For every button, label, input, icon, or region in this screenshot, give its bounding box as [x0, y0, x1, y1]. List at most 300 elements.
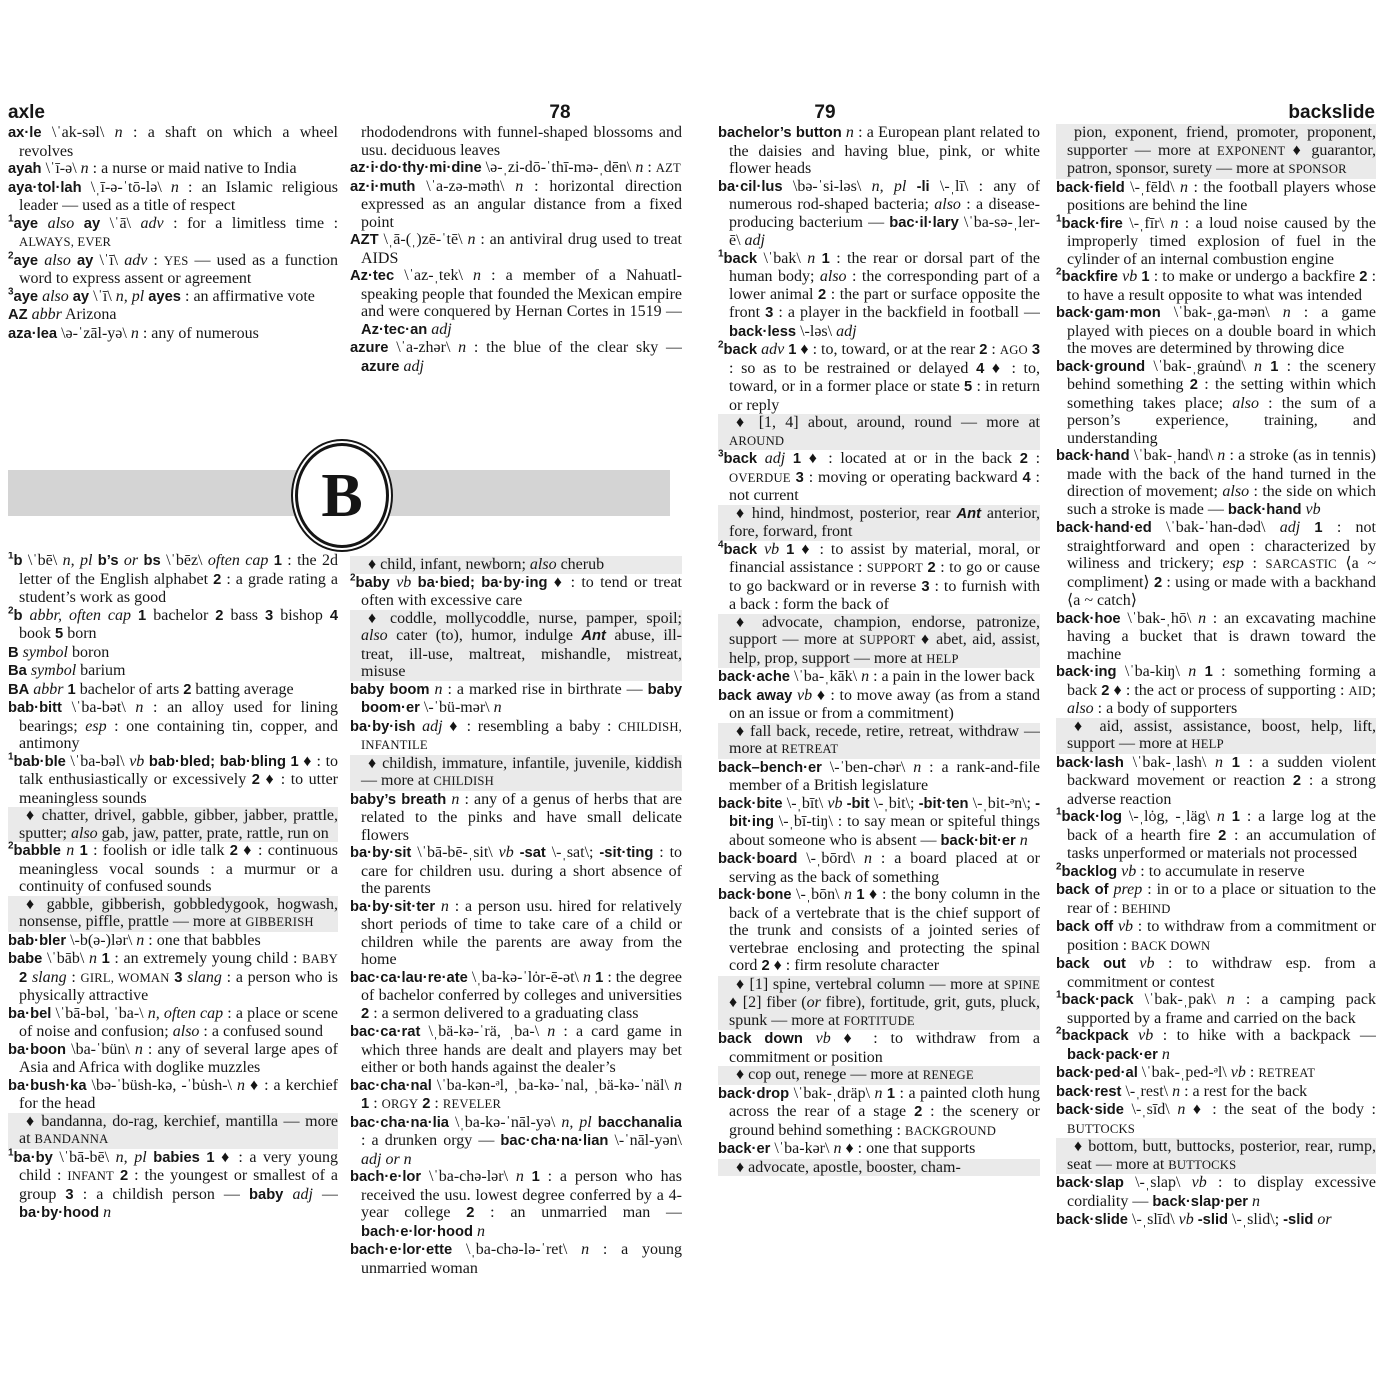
synonym-block: ♦ hind, hindmost, posterior, rear Ant anterior, fore, forward, front	[718, 505, 1040, 541]
dictionary-entry: back·ing \ˈba-kiŋ\ n 1 : something forming a back 2 ♦ : the act or process of supporting : AID; also : a body of supporters	[1056, 663, 1376, 717]
headword-or-bold-text: aya·tol·lah	[8, 179, 82, 196]
label-text: also	[1222, 483, 1250, 500]
headword-or-bold-text: back down	[718, 1031, 803, 1047]
homograph-number: 1	[1056, 989, 1062, 1001]
dictionary-entry: bach·e·lor·ette \ˌba-chə-lə-ˈret\ n : a young unmarried woman	[350, 1241, 682, 1277]
synonym-block: ♦ bandanna, do-rag, kerchief, mantilla — more at BANDANNA	[8, 1113, 338, 1149]
label-text: adj	[403, 357, 424, 375]
label-text: n	[1170, 214, 1179, 232]
headword-or-bold-text: back away	[718, 687, 793, 704]
headword-or-bold-text: backpack	[1061, 1028, 1129, 1044]
cross-reference: GIRL, WOMAN	[80, 970, 170, 985]
label-text: vb	[1121, 862, 1137, 880]
headword-or-bold-text: back	[723, 451, 758, 467]
cross-reference: FORTITUDE	[843, 1013, 915, 1028]
headword-or-bold-text: ba·bush·ka	[8, 1077, 87, 1094]
synonym-block: ♦ [1] spine, vertebral column — more at SPINE ♦ [2] fiber (or fibre), fortitude, grit, guts, pluck, spunk — more at FORTITUDE	[718, 976, 1040, 1031]
headword-or-bold-text: back·ground	[1056, 358, 1146, 375]
dictionary-entry: back·bite \-ˌbīt\ vb -bit \-ˌbit\; -bit·ten \-ˌbit-ᵊn\; -bit·ing \-ˌbī-tiŋ\ : to say mean or spiteful things about someone who is absent — back·bit·er n	[718, 794, 1040, 849]
headword-or-bold-text: ay	[83, 215, 101, 232]
dictionary-entry: ba·by·ish adj ♦ : resembling a baby : CHILDISH, INFANTILE	[350, 717, 682, 752]
headword-or-bold-text: babble	[13, 843, 61, 859]
page-number-left: 78	[549, 102, 571, 123]
headword-or-bold-text: back·hand	[1056, 448, 1130, 464]
homograph-number: 2	[8, 605, 14, 617]
headword-or-bold-text: back out	[1056, 956, 1126, 972]
headword-or-bold-text: AZT	[350, 232, 379, 248]
dictionary-entry: Ba symbol barium	[8, 662, 126, 679]
cross-reference: AID	[1348, 683, 1372, 698]
cross-reference: REVELER	[442, 1097, 502, 1111]
label-text: n	[66, 842, 75, 859]
dictionary-entry: $^1$back·log \-ˌlȯg, -ˌläg\ n 1 : a large log at the back of a hearth fire 2 : an accumulation of tasks unperformed or materials not processed	[1056, 806, 1376, 862]
headword-or-bold-text: Az·tec·an	[361, 321, 428, 338]
label-text: n	[843, 886, 852, 903]
headword-or-bold-text: b	[13, 607, 23, 624]
headword-or-bold-text: 3	[765, 305, 774, 321]
dictionary-entry: aza·lea \ə-ˈzāl-yə\ n : any of numerous	[8, 324, 259, 342]
homograph-number: 1	[1056, 806, 1062, 818]
cross-reference: INFANT	[67, 1169, 114, 1183]
label-text: n	[874, 1084, 883, 1102]
label-text: also	[361, 627, 388, 644]
cross-reference: SPONSOR	[1288, 162, 1347, 176]
headword-or-bold-text: -bit	[846, 795, 870, 812]
dictionary-entry: $^2$back adv 1 ♦ : to, toward, or at the rear 2 : AGO 3 : so as to be restrained or delayed 4 ♦ : to, toward, or in a former place or state 5 : in return or reply	[718, 339, 1040, 414]
label-text: n	[134, 1040, 143, 1058]
dictionary-entry: bac·ca·rat \ˌbä-kə-ˈrä, ˌba-\ n : a card game in which three hands are dealt and players may bet either or both hands against the dealer’s	[350, 1023, 682, 1076]
homograph-number: 2	[8, 250, 14, 262]
synonym-block: ♦ advocate, apostle, booster, cham-	[718, 1159, 1040, 1177]
dictionary-entry: ba·by·sit \ˈbā-bē-ˌsit\ vb -sat \-ˌsat\; -sit·ting : to care for children usu. during a short absence of the parents	[350, 844, 682, 897]
homograph-number: 4	[718, 539, 724, 551]
cross-reference: BUTTOCKS	[1168, 1157, 1237, 1172]
headword-or-bold-text: 2	[1218, 827, 1227, 844]
label-text: n	[861, 668, 870, 685]
cross-reference: AROUND	[729, 433, 785, 448]
label-text: n	[136, 931, 145, 949]
headword-or-bold-text: bab·ble	[13, 753, 66, 770]
headword-or-bold-text: -slid	[1283, 1212, 1314, 1228]
label-text: n, pl	[115, 287, 145, 305]
headword-or-bold-text: back·bone	[718, 887, 792, 903]
label-text: n	[467, 231, 476, 248]
headword-or-bold-text: 1	[290, 753, 299, 770]
headword-or-bold-text: 5	[55, 626, 64, 642]
dictionary-entry: azure \ˈa-zhər\ n : the blue of the clear sky — azure adj	[350, 339, 682, 375]
homograph-number: 1	[8, 552, 14, 562]
dictionary-entry: ax·le \ˈak-səl\ n : a shaft on which a wheel revolves	[8, 124, 338, 160]
label-text: adj	[836, 322, 857, 340]
dictionary-entry: back–bench·er \-ˈben-chər\ n : a rank-and-file member of a British legislature	[718, 758, 1040, 794]
headword-or-bold-text: Az·tec	[350, 268, 395, 284]
label-text: adj	[431, 320, 452, 338]
headword-or-bold-text: AZ	[8, 307, 28, 323]
headword-or-bold-text: 4	[976, 360, 985, 377]
headword-or-bold-text: 2	[927, 560, 936, 576]
label-text: n	[434, 680, 443, 698]
synonym-block: pion, exponent, friend, promoter, proponent, supporter — more at EXPONENT ♦ guarantor, patron, sponsor, surety — more at SPONSOR	[1056, 124, 1376, 179]
headword-or-bold-text: 2	[213, 571, 222, 588]
headword-or-bold-text: back·less	[729, 323, 797, 340]
label-text: also	[1067, 700, 1094, 717]
label-text: abbr	[31, 306, 62, 323]
dictionary-entry: $^2$babble n 1 : foolish or idle talk 2 ♦ : continuous meaningless vocal sounds : a murmur or a continuity of confused sounds	[8, 840, 338, 895]
label-text: also	[42, 287, 69, 305]
headword-or-bold-text: back off	[1056, 919, 1114, 935]
headword-or-bold-text: back·ped·al	[1056, 1065, 1138, 1081]
label-text: adv	[140, 214, 164, 232]
headword-or-bold-text: 2	[361, 1005, 370, 1022]
synonym-block: ♦ coddle, mollycoddle, nurse, pamper, spoil; also cater (to), humor, indulge Ant abuse, ill-treat, ill-use, maltreat, mishandle, mistreat, misuse	[350, 610, 682, 681]
headword-or-bold-text: baby boom	[350, 681, 430, 698]
dictionary-entry: $^2$backpack vb : to hike with a backpack — back·pack·er n	[1056, 1025, 1376, 1063]
label-text: also	[934, 196, 961, 213]
headword-or-bold-text: baby	[249, 1186, 284, 1203]
label-text: vb	[764, 540, 780, 558]
label-text: n	[236, 1076, 245, 1094]
headword-or-bold-text: bach·e·lor	[350, 1169, 422, 1185]
headword-or-bold-text: Ba	[8, 663, 27, 679]
headword-or-bold-text: bach·e·lor·hood	[361, 1223, 474, 1240]
dictionary-entry: AZ abbr Arizona	[8, 306, 117, 323]
headword-or-bold-text: 2	[1101, 682, 1110, 699]
synonym-block: ♦ [1, 4] about, around, round — more at AROUND	[718, 414, 1040, 450]
dictionary-entry: back·ground \ˈbak-ˌgrau̇nd\ n 1 : the scenery behind something 2 : the setting within which something takes place; also : the sum of a person’s experience, training, and understanding	[1056, 357, 1376, 447]
cross-reference: SARCASTIC	[1265, 557, 1337, 571]
headword-or-bold-text: back–bench·er	[718, 759, 822, 776]
label-text: n, often cap	[147, 1004, 224, 1022]
headword-or-bold-text: ay	[72, 288, 90, 305]
homograph-number: 2	[8, 840, 14, 852]
label-text: abbr, often cap	[29, 606, 132, 624]
label-text: vb	[815, 1030, 831, 1047]
headword-or-bold-text: back	[723, 250, 758, 267]
label-text: vb	[1138, 1027, 1154, 1044]
right-page-column-1	[718, 124, 1040, 1300]
label-text: n	[473, 267, 482, 284]
cross-reference: BEHIND	[1121, 901, 1171, 916]
running-head-left: axle	[8, 102, 45, 123]
dictionary-entry: $^1$back·pack \ˈbak-ˌpak\ n : a camping pack supported by a frame and carried on the back	[1056, 989, 1376, 1027]
headword-or-bold-text: back·log	[1061, 809, 1123, 825]
headword-or-bold-text: bab·bled; bab·bling	[148, 753, 286, 770]
dictionary-entry: back·ped·al \ˈbak-ˌped-ᵊl\ vb : RETREAT	[1056, 1064, 1316, 1081]
label-text: n	[674, 1076, 682, 1094]
headword-or-bold-text: back·gam·mon	[1056, 305, 1161, 321]
headword-or-bold-text: ba·boon	[8, 1041, 67, 1058]
headword-or-bold-text: 2	[19, 969, 28, 986]
headword-or-bold-text: back·ing	[1056, 664, 1117, 680]
dictionary-entry: bac·cha·nal \ˈba-kən-ᵊl, ˌba-kə-ˈnal, ˌbä-kə-ˈnäl\ n 1 : ORGY 2 : REVELER	[350, 1076, 682, 1112]
synonym-block: ♦ child, infant, newborn; also cherub	[350, 556, 682, 574]
label-text: n	[440, 897, 449, 915]
dictionary-entry: back·slap \-ˌslap\ vb : to display excessive cordiality — back·slap·per n	[1056, 1174, 1376, 1210]
headword-or-bold-text: -li	[916, 178, 930, 195]
headword-or-bold-text: back·pack·er	[1067, 1046, 1158, 1063]
cross-reference: BANDANNA	[34, 1132, 109, 1146]
cross-reference: BABY	[302, 952, 338, 966]
headword-or-bold-text: back·lash	[1056, 754, 1124, 771]
headword-or-bold-text: ba·by·sit·ter	[350, 898, 436, 915]
headword-or-bold-text: 1	[821, 250, 830, 267]
homograph-number: 1	[8, 1147, 14, 1159]
headword-or-bold-text: back·ache	[718, 669, 790, 685]
label-text: also	[529, 556, 557, 573]
dictionary-entry: back·bone \-ˌbōn\ n 1 ♦ : the bony column in the back of a vertebrate that is the chief support of the trunk and consists of a jointed series of vertebrae enclosing and protecting the spinal cord 2 ♦ : firm resolute character	[718, 886, 1040, 974]
cross-reference: BACK DOWN	[1131, 938, 1211, 953]
label-text: abbr	[33, 680, 64, 698]
label-text: Ant	[956, 505, 982, 522]
dictionary-entry: bac·ca·lau·re·ate \ˌba-kə-ˈlȯr-ē-ət\ n 1 : the degree of bachelor conferred by colleges and universities 2 : a sermon delivered to a graduating class	[350, 968, 682, 1022]
headword-or-bold-text: az·i·muth	[350, 178, 416, 195]
headword-or-bold-text: azure	[350, 340, 389, 356]
dictionary-entry: back·field \-ˌfēld\ n : the football players whose positions are behind the line	[1056, 178, 1376, 214]
headword-or-bold-text: back·board	[718, 851, 798, 867]
headword-or-bold-text: bac·cha·na·lian	[500, 1133, 609, 1149]
homograph-number: 1	[718, 248, 724, 260]
label-text: n	[1019, 831, 1028, 849]
dictionary-entry: $^1$ba·by \ˈbā-bē\ n, pl babies 1 ♦ : a very young child : INFANT 2 : the youngest or smallest of a group 3 : a childish person — baby adj — ba·by·hood n	[8, 1147, 338, 1221]
dictionary-entry: back out vb : to withdraw esp. from a commitment or contest	[1056, 955, 1376, 991]
cross-reference: HELP	[1191, 737, 1224, 751]
headword-or-bold-text: ay	[76, 252, 94, 269]
headword-or-bold-text: 1	[1314, 520, 1323, 536]
homograph-number: 2	[718, 339, 724, 351]
headword-or-bold-text: 1	[786, 541, 795, 558]
dictionary-entry: $^3$aye also ay \ˈī\ n, pl ayes : an affirmative vote	[8, 286, 315, 305]
dictionary-entry: back down vb ♦ : to withdraw from a commitment or position	[718, 1030, 1040, 1066]
synonym-block: ♦ gabble, gibberish, gobbledygook, hogwash, nonsense, piffle, prattle — more at GIBBERISH	[8, 896, 338, 932]
dictionary-entry: back off vb : to withdraw from a commitment or position : BACK DOWN	[1056, 918, 1376, 954]
dictionary-entry: $^1$bab·ble \ˈba-bəl\ vb bab·bled; bab·bling 1 ♦ : to talk enthusiastically or excessively 2 ♦ : to utter meaningless sounds	[8, 751, 338, 807]
dictionary-entry: ba·boon \ba-ˈbün\ n : any of several large apes of Asia and Africa with doglike muzzles	[8, 1040, 338, 1076]
headword-or-bold-text: 3	[265, 607, 274, 624]
label-text: n	[88, 950, 97, 967]
headword-or-bold-text: 2	[914, 1104, 923, 1120]
cross-reference: CHILDISH	[433, 774, 494, 788]
label-text: n	[581, 1241, 590, 1258]
headword-or-bold-text: 1	[206, 1149, 215, 1166]
label-text: or	[806, 994, 821, 1011]
cross-reference: ALWAYS, EVER	[19, 235, 112, 249]
label-text: n	[1215, 753, 1224, 771]
headword-or-bold-text: 1	[792, 451, 802, 467]
dictionary-entry: B symbol boron	[8, 643, 110, 661]
headword-or-bold-text: baby boom·er	[361, 681, 682, 716]
dictionary-entry: back·rest \-ˌrest\ n : a rest for the back	[1056, 1082, 1308, 1100]
headword-or-bold-text: bs	[143, 553, 161, 569]
headword-or-bold-text: ba·bel	[8, 1005, 52, 1022]
headword-or-bold-text: az·i·do·thy·mi·dine	[350, 160, 482, 176]
page-number-right: 79	[814, 102, 836, 123]
headword-or-bold-text: bac·cha·na·lia	[350, 1114, 449, 1131]
dictionary-entry: $^1$b \ˈbē\ n, pl b’s or bs \ˈbēz\ often cap 1 : the 2d letter of the English alphabet 2 : a grade rating a student’s work as good	[8, 552, 338, 606]
headword-or-bold-text: 4	[1022, 469, 1031, 486]
headword-or-bold-text: 2	[1153, 574, 1163, 591]
headword-or-bold-text: 1	[1270, 358, 1279, 375]
headword-or-bold-text: 1	[1231, 754, 1240, 771]
dictionary-entry: $^4$back vb 1 ♦ : to assist by material, moral, or financial assistance : SUPPORT 2 : to go or cause to go backward or in reverse 3 : to furnish with a back : form the back of	[718, 539, 1040, 613]
dictionary-entry: bac·cha·na·lia \ˌba-kə-ˈnāl-yə\ n, pl bacchanalia : a drunken orgy — bac·cha·na·lian \-ˈnāl-yən\ adj or n	[350, 1113, 682, 1168]
section-letter-badge	[295, 443, 389, 548]
headword-or-bold-text: baby’s breath	[350, 791, 447, 808]
headword-or-bold-text: 2	[229, 843, 238, 859]
homograph-number: 1	[8, 751, 14, 763]
headword-or-bold-text: babe	[8, 951, 43, 967]
headword-or-bold-text: 2	[1359, 269, 1368, 285]
label-text: n, pl	[561, 1113, 592, 1131]
label-text: n	[515, 1168, 524, 1185]
label-text: or	[1317, 1211, 1332, 1228]
label-text: vb	[498, 844, 514, 861]
dictionary-entry: aya·tol·lah \ˌī-ə-ˈtō-lə\ n : an Islamic religious leader — used as a title of respect	[8, 178, 338, 214]
label-text: n	[1180, 178, 1189, 196]
cross-reference: CHILDISH, INFANTILE	[361, 719, 682, 752]
cross-reference: SUPPORT	[859, 633, 916, 647]
dictionary-entry: ayah \ˈī-ə\ n : a nurse or maid native to India	[8, 160, 297, 177]
label-text: slang	[31, 968, 67, 986]
label-text: adj	[1279, 519, 1301, 536]
left-page-column-2-top	[350, 124, 682, 462]
synonym-block: ♦ cop out, renege — more at RENEGE	[718, 1066, 1040, 1085]
dictionary-entry: az·i·do·thy·mi·dine \ə-ˌzi-dō-ˈthī-mə-ˌdēn\ n : AZT	[350, 159, 681, 176]
headword-or-bold-text: back·bite	[718, 795, 783, 812]
dictionary-entry: back away vb ♦ : to move away (as from a stand on an issue or from a commitment)	[718, 686, 1040, 722]
label-text: vb	[1191, 1174, 1207, 1191]
headword-or-bold-text: back·side	[1056, 1102, 1124, 1118]
headword-or-bold-text: back·slap·per	[1152, 1193, 1249, 1210]
synonym-block: ♦ chatter, drivel, gabble, gibber, jabber, prattle, sputter; also gab, jaw, patter, prate, rattle, run on	[8, 807, 338, 842]
label-text: n	[833, 1140, 842, 1157]
label-text: also	[44, 251, 71, 269]
label-text: n	[1226, 991, 1235, 1008]
dictionary-entry: $^1$back·fire \-ˌfīr\ n : a loud noise caused by the improperly timed explosion of fuel in the cylinder of an internal combustion engine	[1056, 213, 1376, 268]
headword-or-bold-text: azure	[361, 358, 400, 375]
headword-or-bold-text: bac·cha·nal	[350, 1077, 432, 1094]
dictionary-entry: ba·bush·ka \bə-ˈbüsh-kə, -ˈbu̇sh-\ n ♦ : a kerchief for the head	[8, 1076, 338, 1112]
headword-or-bold-text: 2	[215, 607, 224, 624]
headword-or-bold-text: -sat	[519, 845, 546, 861]
homograph-number: 2	[1056, 861, 1062, 873]
cross-reference: OVERDUE	[729, 470, 791, 485]
synonym-block: ♦ advocate, champion, endorse, patronize, support — more at SUPPORT ♦ abet, aid, assist, help, prop, support — more at HELP	[718, 614, 1040, 669]
label-text: also	[172, 1023, 200, 1040]
headword-or-bold-text: 1	[361, 1096, 370, 1112]
headword-or-bold-text: 4	[329, 607, 338, 624]
label-text: symbol	[30, 662, 77, 679]
headword-or-bold-text: 2	[1292, 773, 1302, 789]
headword-or-bold-text: 2	[119, 1168, 129, 1184]
headword-or-bold-text: -bit·ten	[918, 795, 969, 812]
dictionary-entry: baby’s breath n : any of a genus of herbs that are related to the pinks and have small delicate flowers	[350, 790, 682, 844]
dictionary-entry: bab·bitt \ˈba-bət\ n : an alloy used for lining bearings; esp : one containing tin, copper, and antimony	[8, 699, 338, 752]
label-text: also	[819, 268, 847, 285]
dictionary-entry: $^2$aye also ay \ˈī\ adv : YES — used as a function word to express assent or agreement	[8, 250, 338, 287]
label-text: vb	[1139, 955, 1155, 972]
headword-or-bold-text: back·er	[718, 1141, 771, 1157]
headword-or-bold-text: 2	[1019, 451, 1028, 467]
headword-or-bold-text: back·pack	[1061, 992, 1134, 1008]
dictionary-entry: az·i·muth \ˈa-zə-məth\ n : horizontal direction expressed as an angular distance from a fixed point	[350, 177, 682, 231]
dictionary-entry: $^2$baby vb ba·bied; ba·by·ing ♦ : to tend or treat often with excessive care	[350, 572, 682, 609]
homograph-number: 2	[1056, 266, 1062, 278]
label-text: esp	[1222, 555, 1244, 572]
headword-or-bold-text: ba·cil·lus	[718, 178, 783, 195]
label-text: vb	[129, 752, 145, 770]
headword-or-bold-text: back·hand	[1227, 501, 1302, 518]
label-text: vb	[396, 573, 412, 591]
headword-or-bold-text: aye	[13, 252, 39, 269]
headword-or-bold-text: back·bit·er	[940, 832, 1016, 849]
headword-or-bold-text: 2	[183, 681, 192, 698]
headword-or-bold-text: 1	[531, 1169, 540, 1185]
dictionary-entry: back·drop \ˈbak-ˌdräp\ n 1 : a painted cloth hung across the rear of a stage 2 : the scenery or ground behind something : BACKGROUND	[718, 1084, 1040, 1139]
label-text: esp	[85, 717, 107, 735]
headword-or-bold-text: 1	[273, 553, 282, 569]
headword-or-bold-text: B	[8, 644, 19, 661]
section-letter: B	[321, 461, 363, 530]
dictionary-entry: bab·bler \-b(ə-)lər\ n : one that babbles	[8, 931, 261, 949]
label-text: n	[635, 159, 644, 176]
dictionary-entry: back·lash \ˈbak-ˌlash\ n 1 : a sudden violent backward movement or reaction 2 : a strong adverse reaction	[1056, 753, 1376, 808]
label-text: adj or n	[361, 1150, 412, 1168]
cross-reference: GIBBERISH	[245, 915, 314, 929]
headword-or-bold-text: back·field	[1056, 179, 1125, 196]
label-text: n	[1254, 357, 1263, 375]
headword-or-bold-text: b’s	[97, 553, 119, 569]
label-text: often cap	[207, 552, 269, 569]
headword-or-bold-text: 2	[818, 286, 827, 303]
homograph-number: 3	[8, 286, 14, 298]
dictionary-entry: $^2$b abbr, often cap 1 bachelor 2 bass 3 bishop 4 book 5 born	[8, 605, 338, 642]
dictionary-entry: $^2$backfire vb 1 : to make or undergo a backfire 2 : to have a result opposite to what was intended	[1056, 266, 1376, 304]
entry-continuation: rhododendrons with funnel-shaped blossoms and usu. deciduous leaves	[361, 124, 682, 159]
label-text: n	[103, 1204, 112, 1221]
label-text: n	[1216, 808, 1225, 825]
homograph-number: 1	[8, 213, 14, 225]
headword-or-bold-text: 1	[1231, 809, 1240, 825]
cross-reference: BUTTOCKS	[1067, 1121, 1136, 1136]
label-text: n	[1198, 609, 1207, 627]
label-text: adv	[761, 341, 785, 358]
dictionary-entry: back of prep : in or to a place or situation to the rear of : BEHIND	[1056, 881, 1376, 917]
dictionary-entry: back·er \ˈba-kər\ n ♦ : one that supports	[718, 1140, 976, 1157]
left-page-column-2-bottom	[350, 556, 682, 1300]
label-text: n	[493, 699, 502, 716]
label-text: n	[477, 1222, 486, 1240]
label-text: adv	[124, 251, 148, 269]
headword-or-bold-text: -bit·ing	[729, 795, 1040, 830]
headword-or-bold-text: 1	[595, 969, 604, 986]
headword-or-bold-text: 5	[964, 379, 973, 395]
headword-or-bold-text: back·hand·ed	[1056, 520, 1152, 536]
homograph-number: 2	[1056, 1025, 1062, 1037]
cross-reference: RENEGE	[922, 1068, 974, 1082]
dictionary-entry: ba·cil·lus \bə-ˈsi-ləs\ n, pl -li \-ˌlī\ : any of numerous rod-shaped bacteria; also : a disease-producing bacterium — bac·il·lary \ˈba-sə-ˌler-ē\ adj	[718, 177, 1040, 249]
label-text: or	[123, 552, 139, 569]
headword-or-bold-text: 2	[761, 958, 770, 974]
headword-or-bold-text: 2	[251, 772, 260, 788]
headword-or-bold-text: back·hoe	[1056, 610, 1121, 627]
label-text: n	[114, 124, 123, 141]
dictionary-entry: back·side \-ˌsīd\ n ♦ : the seat of the body : BUTTOCKS	[1056, 1101, 1376, 1136]
cross-reference: SPINE	[1003, 977, 1040, 992]
headword-or-bold-text: 2	[466, 1205, 475, 1221]
label-text: also	[71, 824, 98, 842]
dictionary-entry: babe \ˈbāb\ n 1 : an extremely young child : BABY 2 slang : GIRL, WOMAN 3 slang : a person who is physically attractive	[8, 950, 338, 1004]
cross-reference: HELP	[926, 651, 959, 666]
